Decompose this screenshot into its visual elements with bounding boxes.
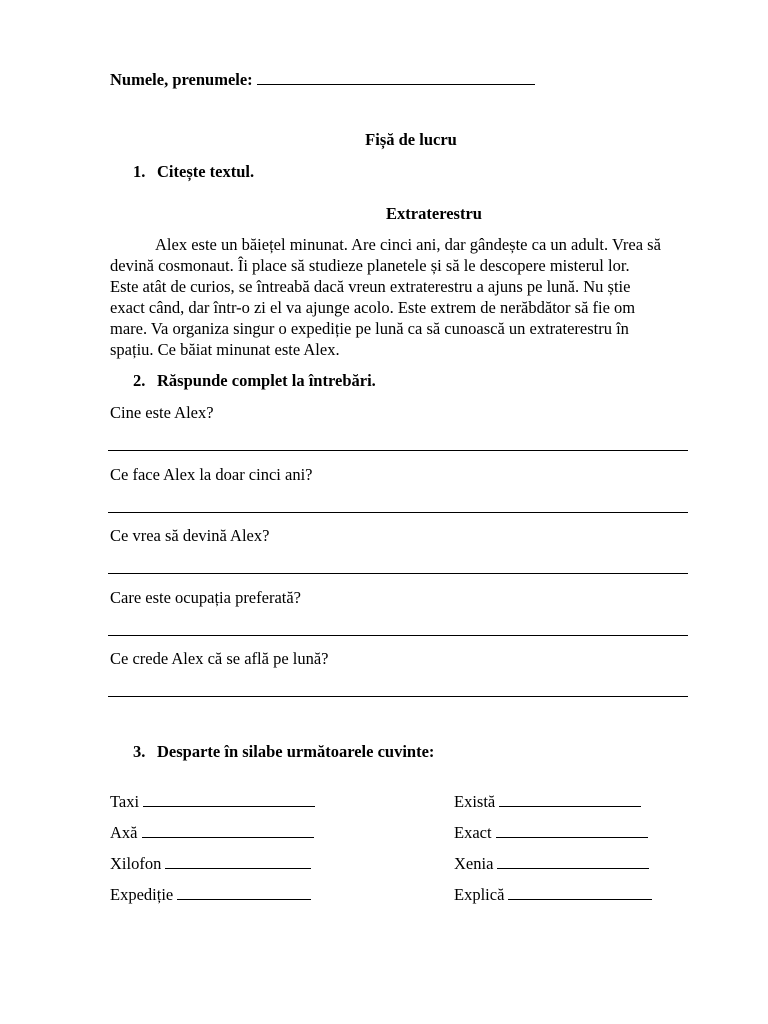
worksheet-title: Fișă de lucru [365, 130, 457, 149]
story-line: Alex este un băiețel minunat. Are cinci ani, dar gândește ca un adult. Vrea să [155, 235, 661, 254]
story-line: spațiu. Ce băiat minunat este Alex. [110, 340, 340, 359]
question: Ce face Alex la doar cinci ani? [110, 465, 313, 484]
syllable-item [454, 885, 652, 905]
syllable-word: Taxi [110, 792, 140, 811]
story-line: exact când, dar într-o zi el va ajunge acolo. Este extrem de nerăbdător să fie om [110, 298, 636, 317]
syllable-word: Expediție [110, 885, 174, 904]
syllable-answer-line[interactable] [177, 887, 311, 900]
story-line: devină cosmonaut. Îi place să studieze planetele și să le descopere misterul lor. [110, 256, 630, 275]
syllable-item [454, 854, 649, 874]
answer-line[interactable] [108, 635, 688, 636]
syllable-answer-line[interactable] [143, 794, 315, 807]
syllable-word: Exact [454, 823, 492, 842]
syllable-word: Există [454, 792, 496, 811]
syllable-item [110, 792, 315, 812]
section-1-number: 1. [133, 162, 146, 181]
syllable-answer-line[interactable] [508, 887, 652, 900]
syllable-word: Axă [110, 823, 138, 842]
syllable-answer-line[interactable] [165, 856, 311, 869]
question: Care este ocupația preferată? [110, 588, 301, 607]
syllable-word: Explică [454, 885, 505, 904]
section-2-instruction: Răspunde complet la întrebări. [157, 371, 376, 390]
syllable-item [454, 792, 641, 812]
name-input-line[interactable] [257, 70, 535, 85]
syllable-item [110, 854, 311, 874]
answer-line[interactable] [108, 450, 688, 451]
story-line: Este atât de curios, se întreabă dacă vreun extraterestru a ajuns pe lună. Nu știe [110, 277, 631, 296]
answer-line[interactable] [108, 573, 688, 574]
question: Cine este Alex? [110, 403, 214, 422]
story-title: Extraterestru [386, 204, 482, 223]
syllable-answer-line[interactable] [142, 825, 314, 838]
syllable-item [110, 823, 314, 843]
syllable-word: Xilofon [110, 854, 162, 873]
section-1-heading [133, 162, 254, 182]
question: Ce crede Alex că se află pe lună? [110, 649, 329, 668]
question: Ce vrea să devină Alex? [110, 526, 270, 545]
answer-line[interactable] [108, 696, 688, 697]
syllable-answer-line[interactable] [499, 794, 641, 807]
story-line: mare. Va organiza singur o expediție pe lună ca să cunoască un extraterestru în [110, 319, 629, 338]
syllable-item [454, 823, 648, 843]
section-1-instruction: Citește textul. [157, 162, 255, 181]
story-text [110, 234, 714, 360]
name-field-row [110, 70, 535, 90]
syllable-item [110, 885, 311, 905]
syllable-answer-line[interactable] [496, 825, 648, 838]
section-2-heading [133, 371, 376, 391]
syllable-answer-line[interactable] [497, 856, 649, 869]
section-2-number: 2. [133, 371, 146, 390]
name-label: Numele, prenumele: [110, 70, 253, 89]
section-3-number: 3. [133, 742, 146, 761]
answer-line[interactable] [108, 512, 688, 513]
section-3-heading [133, 742, 434, 762]
syllable-word: Xenia [454, 854, 494, 873]
section-3-instruction: Desparte în silabe următoarele cuvinte: [157, 742, 435, 761]
